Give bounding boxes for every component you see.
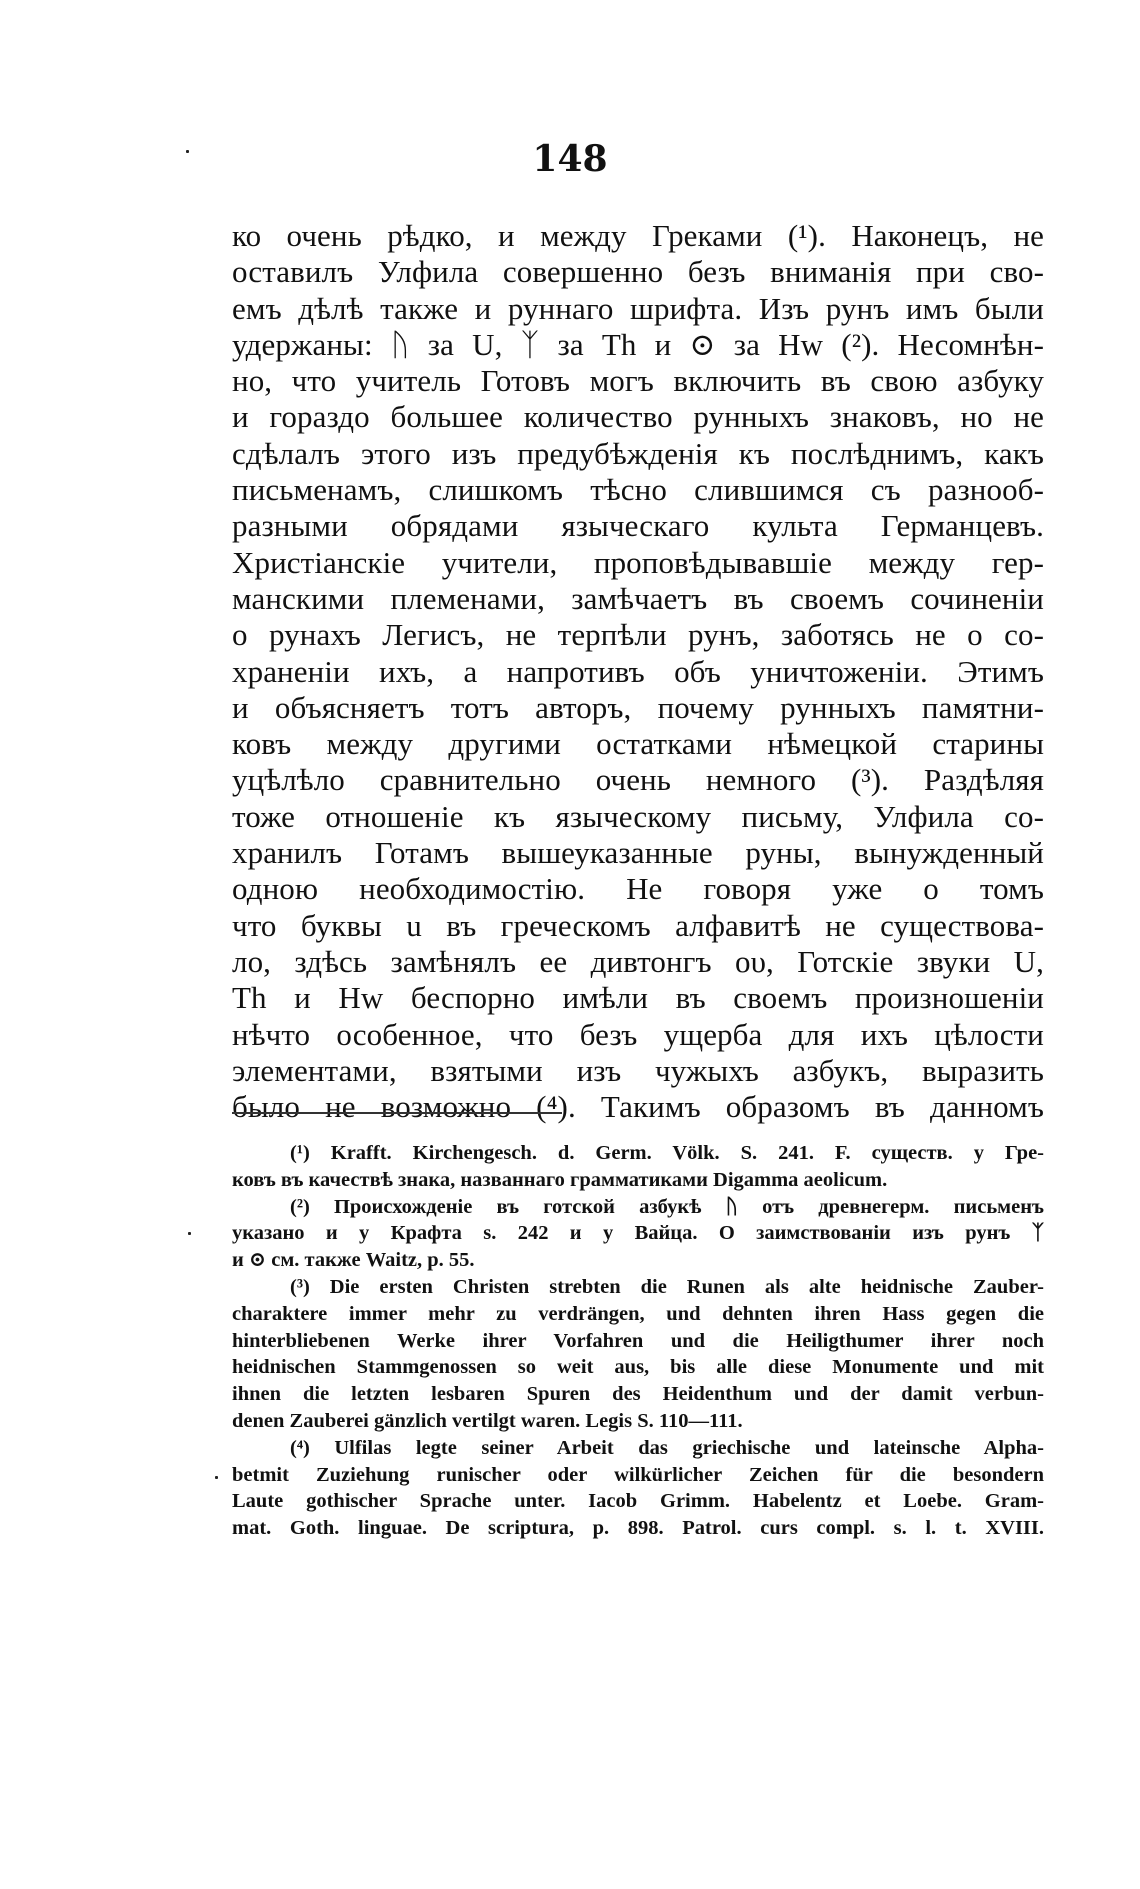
- footnote-4: [232, 1435, 1044, 1542]
- footnote-line: ковъ въ качествѣ знака, названнаго грамматиками Digamma aeolicum.: [232, 1168, 888, 1191]
- body-line: уцѣлѣло сравнительно очень немного (³). Раздѣляя: [232, 762, 1044, 798]
- body-line: одною необходимостію. Не говоря уже о томъ: [232, 871, 1044, 907]
- body-line: Христіанскіе учители, проповѣдывавшіе между гер-: [232, 544, 1044, 580]
- footnote-line: (⁴) Ulfilas legte seiner Arbeit das griechische und lateinsche Alpha-: [290, 1436, 1044, 1459]
- margin-speck: [186, 150, 189, 153]
- footnotes: [232, 1140, 1044, 1542]
- body-line: ко очень рѣдко, и между Греками (¹). Наконецъ, не: [232, 218, 1044, 253]
- footnote-line: heidnischen Stammgenossen so weit aus, bis alle diese Monumente und mit: [232, 1356, 1044, 1379]
- footnote-line: (¹) Krafft. Kirchengesch. d. Germ. Völk. S. 241. F. существ. у Гре-: [290, 1142, 1044, 1164]
- body-line: было не возможно (⁴). Такимъ образомъ въ данномъ: [232, 1089, 1044, 1125]
- footnote-line: hinterbliebenen Werke ihrer Vorfahren und die Heiligthumer ihrer noch: [232, 1329, 1044, 1352]
- body-line: оставилъ Улфила совершенно безъ вниманія при сво-: [232, 254, 1044, 290]
- body-line: емъ дѣлѣ также и руннаго шрифта. Изъ рунъ имъ были: [232, 290, 1044, 326]
- body-line: удержаны: ᚢ за U, ᛉ за Th и ⊙ за Hw (²). Несомнѣн-: [232, 326, 1044, 362]
- footnote-line: Laute gothischer Sprache unter. Iacob Grimm. Habelentz et Loebe. Gram-: [232, 1490, 1044, 1513]
- body-line: ковъ между другими остатками нѣмецкой старины: [232, 726, 1044, 762]
- body-line: но, что учитель Готовъ могъ включить въ свою азбуку: [232, 363, 1044, 399]
- footnote-rule: [232, 1112, 562, 1114]
- footnote-2: [232, 1194, 1044, 1274]
- footnote-1: [232, 1140, 1044, 1194]
- body-line: манскими племенами, замѣчаетъ въ своемъ сочиненіи: [232, 580, 1044, 616]
- footnote-line: ihnen die letzten lesbaren Spuren des Heidenthum und der damit verbun-: [232, 1383, 1044, 1406]
- body-line: ло, здѣсь замѣнялъ ее дивтонгъ ου, Готскіе звуки U,: [232, 943, 1044, 979]
- footnote-line: mat. Goth. linguae. De scriptura, p. 898. Patrol. curs compl. s. l. t. XVIII.: [232, 1517, 1044, 1540]
- body-line: хранилъ Готамъ вышеуказанные руны, вынужденный: [232, 835, 1044, 871]
- footnote-line: и ⊙ см. также Waitz, p. 55.: [232, 1249, 475, 1272]
- body-line: что буквы u въ греческомъ алфавитѣ не существова-: [232, 907, 1044, 943]
- margin-speck: [188, 1232, 191, 1235]
- body-line: сдѣлалъ этого изъ предубѣжденія къ послѣднимъ, какъ: [232, 435, 1044, 471]
- body-line: Th и Hw беспорно имѣли въ своемъ произношеніи: [232, 980, 1044, 1016]
- margin-speck: [215, 1476, 218, 1479]
- footnote-line: (³) Die ersten Christen strebten die Runen als alte heidnische Zauber-: [290, 1275, 1044, 1298]
- body-line: элементами, взятыми изъ чужыхъ азбукъ, выразить: [232, 1052, 1044, 1088]
- body-line: разными обрядами языческаго культа Германцевъ.: [232, 508, 1044, 544]
- body-line: и объясняетъ тотъ авторъ, почему рунныхъ памятни-: [232, 689, 1044, 725]
- footnote-line: (²) Происхожденіе въ готской азбукѣ ᚢ отъ древнегерм. письменъ: [290, 1195, 1044, 1218]
- body-line: и гораздо большее количество рунныхъ знаковъ, но не: [232, 399, 1044, 435]
- body-line: нѣчто особенное, что безъ ущерба для ихъ цѣлости: [232, 1016, 1044, 1052]
- page-number: 148: [532, 138, 608, 180]
- footnote-line: указано и у Крафта s. 242 и у Вайца. О заимствованіи изъ рунъ ᛉ: [232, 1222, 1044, 1245]
- footnote-line: denen Zauberei gänzlich vertilgt waren. Legis S. 110—111.: [232, 1409, 743, 1432]
- footnote-line: betmit Zuziehung runischer oder wilkürlicher Zeichen für die besondern: [232, 1463, 1044, 1486]
- body-line: о рунахъ Легисъ, не терпѣли рунъ, заботясь не о со-: [232, 617, 1044, 653]
- body-line: храненіи ихъ, а напротивъ объ уничтоженіи. Этимъ: [232, 653, 1044, 689]
- body-line: письменамъ, слишкомъ тѣсно слившимся съ разнооб-: [232, 472, 1044, 508]
- body-line: тоже отношеніе къ языческому письму, Улфила со-: [232, 798, 1044, 834]
- footnote-line: charaktere immer mehr zu verdrängen, und dehnten ihren Hass gegen die: [232, 1302, 1044, 1325]
- footnote-3: [232, 1274, 1044, 1435]
- body-text: [232, 218, 1044, 1125]
